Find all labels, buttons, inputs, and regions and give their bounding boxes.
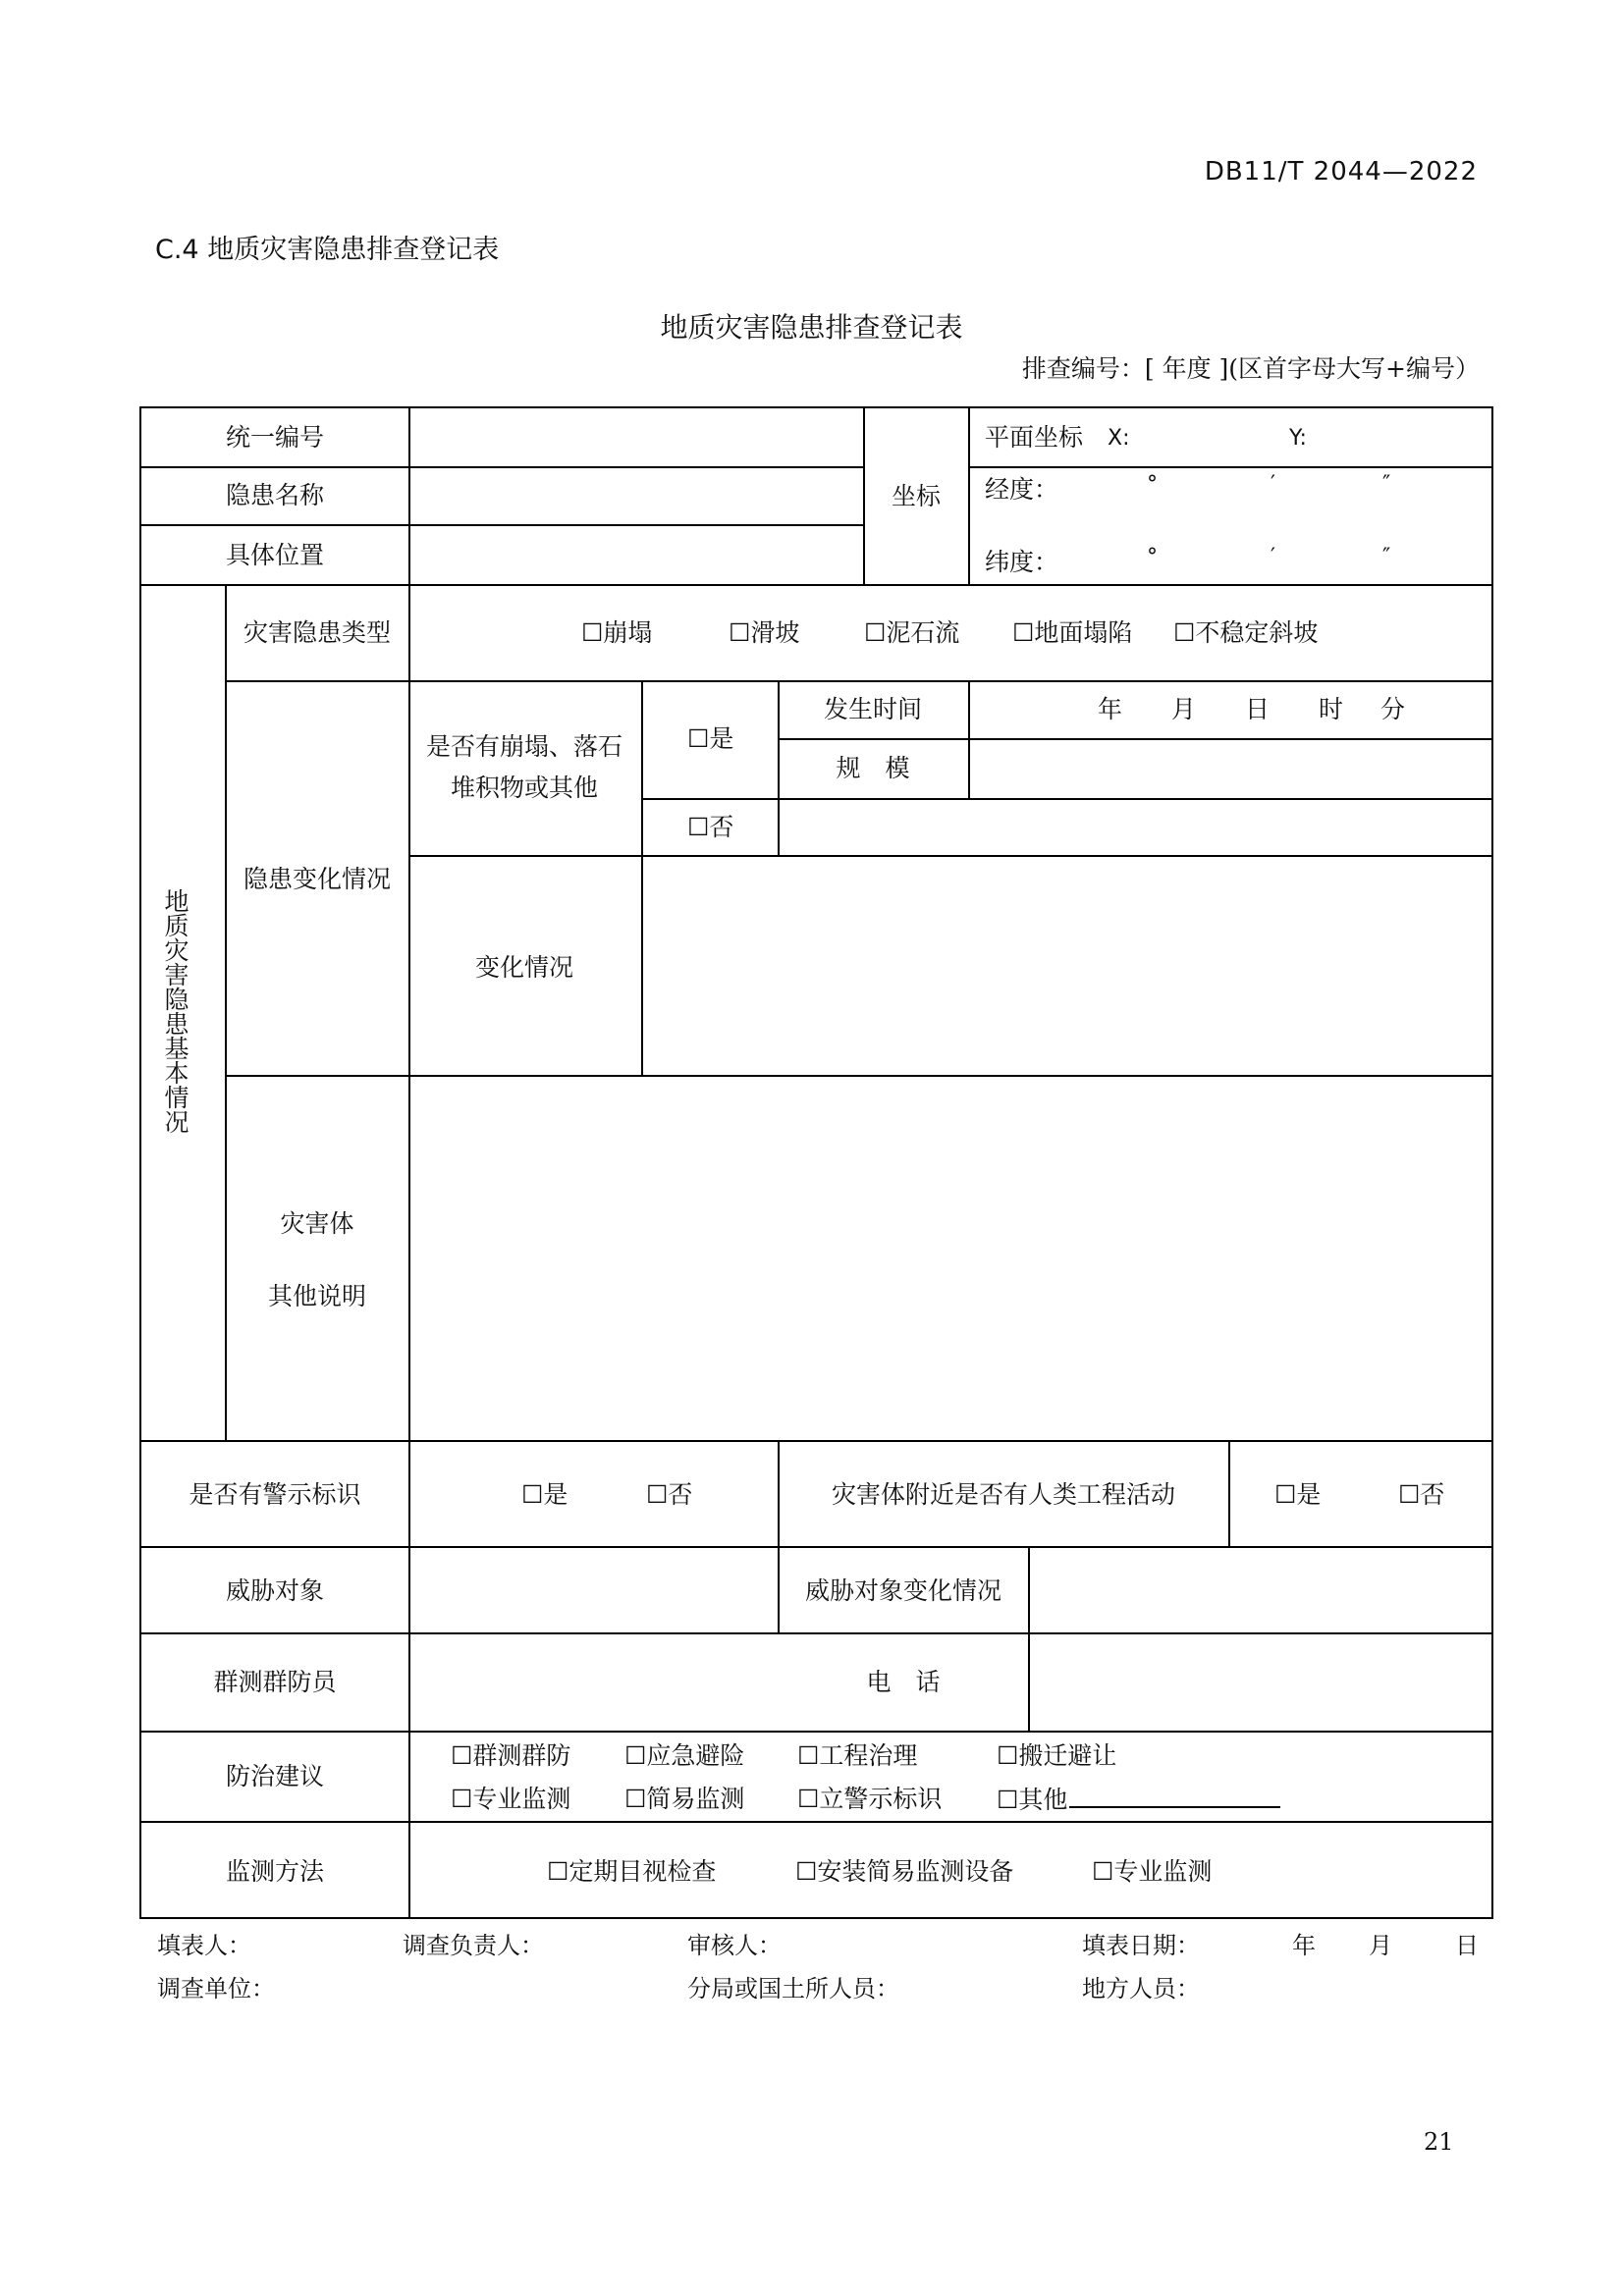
scale-label: 规 模	[836, 754, 910, 782]
page-number: 21	[1424, 2128, 1454, 2156]
unified-number-label: 统一编号	[225, 423, 325, 452]
method-professional-checkbox[interactable]: ☐专业监测	[1092, 1857, 1213, 1886]
deposit-no-checkbox[interactable]: ☐否	[687, 813, 734, 841]
human-activity-label: 灾害体附近是否有人类工程活动	[831, 1480, 1176, 1509]
monitoring-method-label: 监测方法	[225, 1857, 325, 1886]
date-unit-day: 日	[1455, 1932, 1479, 1959]
longitude-label: 经度：	[985, 475, 1059, 504]
method-visual-check-checkbox[interactable]: ☐定期目视检查	[547, 1857, 717, 1886]
type-subsidence-checkbox[interactable]: ☐地面塌陷	[1012, 618, 1133, 647]
location-label: 具体位置	[225, 541, 325, 569]
time-unit-day: 日	[1245, 695, 1271, 723]
method-simple-device-checkbox[interactable]: ☐安装简易监测设备	[795, 1857, 1014, 1886]
other-notes-label: 其他说明	[267, 1282, 367, 1310]
warning-no-checkbox[interactable]: ☐否	[646, 1480, 693, 1509]
date-unit-year: 年	[1292, 1932, 1316, 1959]
longitude-minute-mark: ′	[1271, 472, 1275, 497]
suggest-warning-sign-checkbox[interactable]: ☐立警示标识	[797, 1785, 943, 1813]
suggest-engineering-checkbox[interactable]: ☐工程治理	[797, 1741, 918, 1770]
time-unit-month: 月	[1171, 695, 1197, 723]
monitor-staff-label: 群测群防员	[213, 1668, 337, 1696]
latitude-degree-mark: °	[1147, 545, 1158, 569]
survey-lead-label: 调查负责人：	[403, 1932, 544, 1959]
deposit-yes-checkbox[interactable]: ☐是	[687, 724, 734, 753]
hazard-name-label: 隐患名称	[225, 481, 325, 509]
type-landslide-checkbox[interactable]: ☐滑坡	[729, 618, 800, 647]
suggest-simple-monitoring-checkbox[interactable]: ☐简易监测	[624, 1785, 745, 1813]
prevention-suggestion-label: 防治建议	[225, 1762, 325, 1790]
date-unit-month: 月	[1369, 1932, 1392, 1959]
serial-number-note: 排查编号：[ 年度 ](区首字母大写+编号）	[1021, 354, 1480, 383]
survey-unit-label: 调查单位：	[157, 1975, 275, 2002]
suggest-other-checkbox[interactable]: ☐其他	[997, 1786, 1068, 1814]
local-staff-label: 地方人员：	[1082, 1975, 1200, 2002]
warning-yes-checkbox[interactable]: ☐是	[521, 1480, 568, 1509]
change-description-label: 变化情况	[474, 953, 574, 982]
deposit-question-line2: 堆积物或其他	[450, 774, 599, 802]
other-fill-line[interactable]	[1069, 1787, 1280, 1808]
time-unit-year: 年	[1098, 695, 1123, 723]
activity-yes-checkbox[interactable]: ☐是	[1274, 1480, 1322, 1509]
longitude-second-mark: ″	[1382, 472, 1391, 497]
x-coordinate-label: X:	[1108, 426, 1130, 451]
suggest-relocation-checkbox[interactable]: ☐搬迁避让	[997, 1741, 1117, 1770]
phone-label: 电 话	[866, 1668, 941, 1696]
reviewer-label: 审核人：	[687, 1932, 782, 1959]
plane-coordinate-label: 平面坐标	[985, 423, 1084, 452]
type-unstable-slope-checkbox[interactable]: ☐不稳定斜坡	[1173, 618, 1319, 647]
threat-target-label: 威胁对象	[225, 1576, 325, 1605]
suggest-other-option[interactable]	[997, 1787, 1280, 1812]
threat-change-label: 威胁对象变化情况	[804, 1576, 1002, 1605]
suggest-professional-monitoring-checkbox[interactable]: ☐专业监测	[451, 1785, 571, 1813]
fill-date-label: 填表日期：	[1082, 1932, 1200, 1959]
longitude-degree-mark: °	[1147, 472, 1158, 497]
change-situation-label: 隐患变化情况	[243, 865, 392, 893]
coordinate-label: 坐标	[891, 482, 942, 510]
activity-no-checkbox[interactable]: ☐否	[1398, 1480, 1445, 1509]
time-unit-hour: 时	[1319, 695, 1344, 723]
suggest-emergency-avoid-checkbox[interactable]: ☐应急避险	[624, 1741, 745, 1770]
warning-sign-label: 是否有警示标识	[189, 1480, 361, 1509]
form-title: 地质灾害隐患排查登记表	[660, 311, 963, 344]
occurrence-time-label: 发生时间	[823, 695, 923, 723]
time-unit-minute: 分	[1380, 695, 1406, 723]
basic-info-group-label: 地质灾害隐患基本情况	[161, 888, 189, 1134]
bureau-staff-label: 分局或国土所人员：	[687, 1975, 899, 2002]
type-debris-flow-checkbox[interactable]: ☐泥石流	[864, 618, 960, 647]
suggest-group-monitoring-checkbox[interactable]: ☐群测群防	[451, 1741, 571, 1770]
hazard-body-label: 灾害体	[280, 1209, 354, 1238]
hazard-type-label: 灾害隐患类型	[243, 618, 392, 647]
latitude-minute-mark: ′	[1271, 545, 1275, 569]
latitude-second-mark: ″	[1382, 545, 1391, 569]
type-collapse-checkbox[interactable]: ☐崩塌	[581, 618, 653, 647]
standard-code: DB11/T 2044—2022	[1204, 157, 1478, 187]
deposit-question-line1: 是否有崩塌、落石	[425, 732, 623, 761]
y-coordinate-label: Y:	[1289, 426, 1307, 451]
filler-label: 填表人：	[157, 1932, 251, 1959]
section-heading: C.4 地质灾害隐患排查登记表	[155, 235, 500, 265]
latitude-label: 纬度：	[985, 548, 1059, 576]
